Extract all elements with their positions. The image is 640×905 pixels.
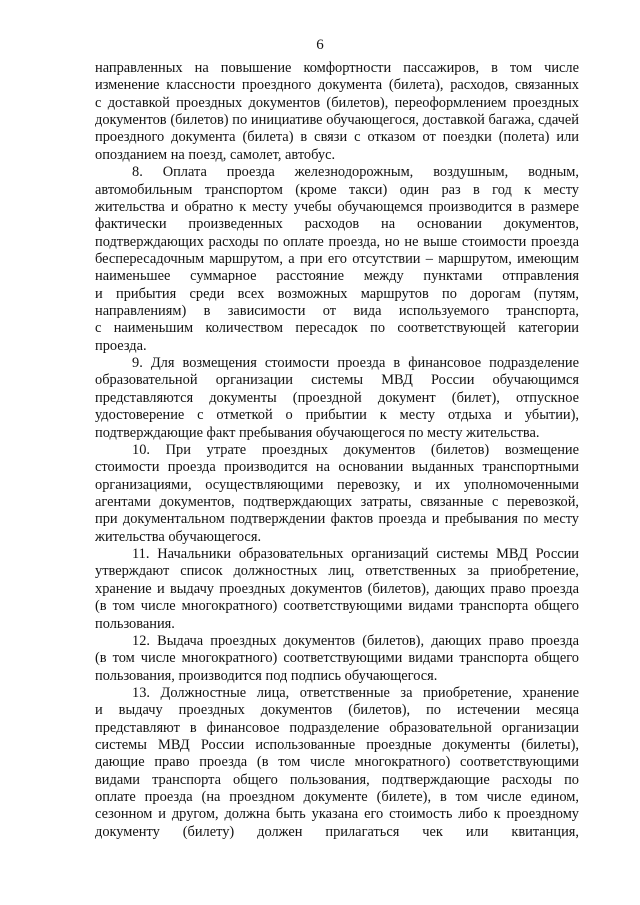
text-line: (в том числе многократного) соответствующими видами транспорта общего [95,598,579,615]
text-line: автомобильным транспортом (кроме такси) один раз в год к месту [95,181,579,198]
text-line: видами транспорта общего пользования, подтверждающие расходы по [95,771,579,788]
text-line: сезонном и другом, должна быть указана его стоимость либо к проездному [95,806,579,823]
text-line: подтверждающих расходы по оплате проезда, но не выше стоимости проезда [95,233,579,250]
text-line: оплате проезда (на проездном документе (билете), в том числе едином, [95,789,579,806]
text-line: с доставкой проездных документов (билетов), переоформлением проездных [95,94,579,111]
text-line: 8. Оплата проезда железнодорожным, воздушным, водным, [132,164,579,181]
text-line: направленных на повышение комфортности пассажиров, в том числе [95,60,579,76]
text-line: системы МВД России использованные проездные документы (билеты), [95,737,579,754]
text-line: стоимости проезда производится на основании выданных транспортными [95,459,579,476]
text-line: документов (билетов) по инициативе обучающегося, доставкой багажа, сдачей [95,112,579,129]
text-line: беспересадочным маршрутом, а при его отсутствии – маршрутом, имеющим [95,250,579,267]
text-line: фактически произведенных расходов на основании документов, [95,216,579,233]
text-line: жительства и обратно к месту учебы обучающемся производится в размере [95,198,579,215]
text-line: подтверждающие факт пребывания обучающегося по месту жительства. [95,424,540,441]
text-line: хранение и выдачу проездных документов (билетов), дающих право проезда [95,580,579,597]
text-line: представляют в финансовое подразделение образовательной организации [95,719,579,736]
text-line: опозданием на поезд, самолет, автобус. [95,146,336,163]
document-body [95,60,579,841]
text-line: (в том числе многократного) соответствующими видами транспорта общего [95,650,579,667]
text-line: удостоверение с отметкой о прибытии к месту отдыха и убытии), [95,407,579,424]
text-line: агентами документов, подтверждающих затраты, связанные с перевозкой, [95,493,579,510]
text-line: проездного документа (билета) в связи с отказом от поездки (полета) или [95,129,579,146]
text-line: 9. Для возмещения стоимости проезда в финансовое подразделение [132,355,579,372]
text-line: и выдачу проездных документов (билетов), по истечении месяца [95,702,579,719]
text-line: 11. Начальники образовательных организаций системы МВД России [132,546,579,563]
text-line: пользования. [95,615,175,632]
text-line: изменение классности проездного документа (билета), расходов, связанных [95,77,579,94]
text-line: дающие право проезда (в том числе многократного) соответствующими [95,754,579,771]
page-number: 6 [316,37,324,53]
text-line: наименьшее суммарное расстояние между пунктами отправления [95,268,579,285]
text-line: 13. Должностные лица, ответственные за приобретение, хранение [132,684,579,701]
text-line: проезда. [95,337,147,354]
text-line: с наименьшим количеством пересадок по соответствующей категории [95,320,579,337]
text-line: и прибытия среди всех возможных маршрутов по дорогам (путям, [95,285,579,302]
text-line: утверждают список должностных лиц, ответственных за приобретение, [95,563,579,580]
text-line: документу (билету) должен прилагаться чек или квитанция, [95,823,579,840]
text-line: 12. Выдача проездных документов (билетов), дающих право проезда [132,632,579,649]
text-line: образовательной организации системы МВД России обучающимся [95,372,579,389]
text-line: при документальном подтверждении фактов проезда и пребывания по месту [95,511,579,528]
text-line: направлениям) в зависимости от вида используемого транспорта, [95,303,579,320]
text-line: 10. При утрате проездных документов (билетов) возмещение [132,441,579,458]
text-line: организациями, осуществляющими перевозку, и их уполномоченными [95,476,579,493]
text-line: жительства обучающегося. [95,528,262,545]
text-line: пользования, производится под подпись обучающегося. [95,667,438,684]
text-line: представляются документы (проездной документ (билет), отпускное [95,389,579,406]
